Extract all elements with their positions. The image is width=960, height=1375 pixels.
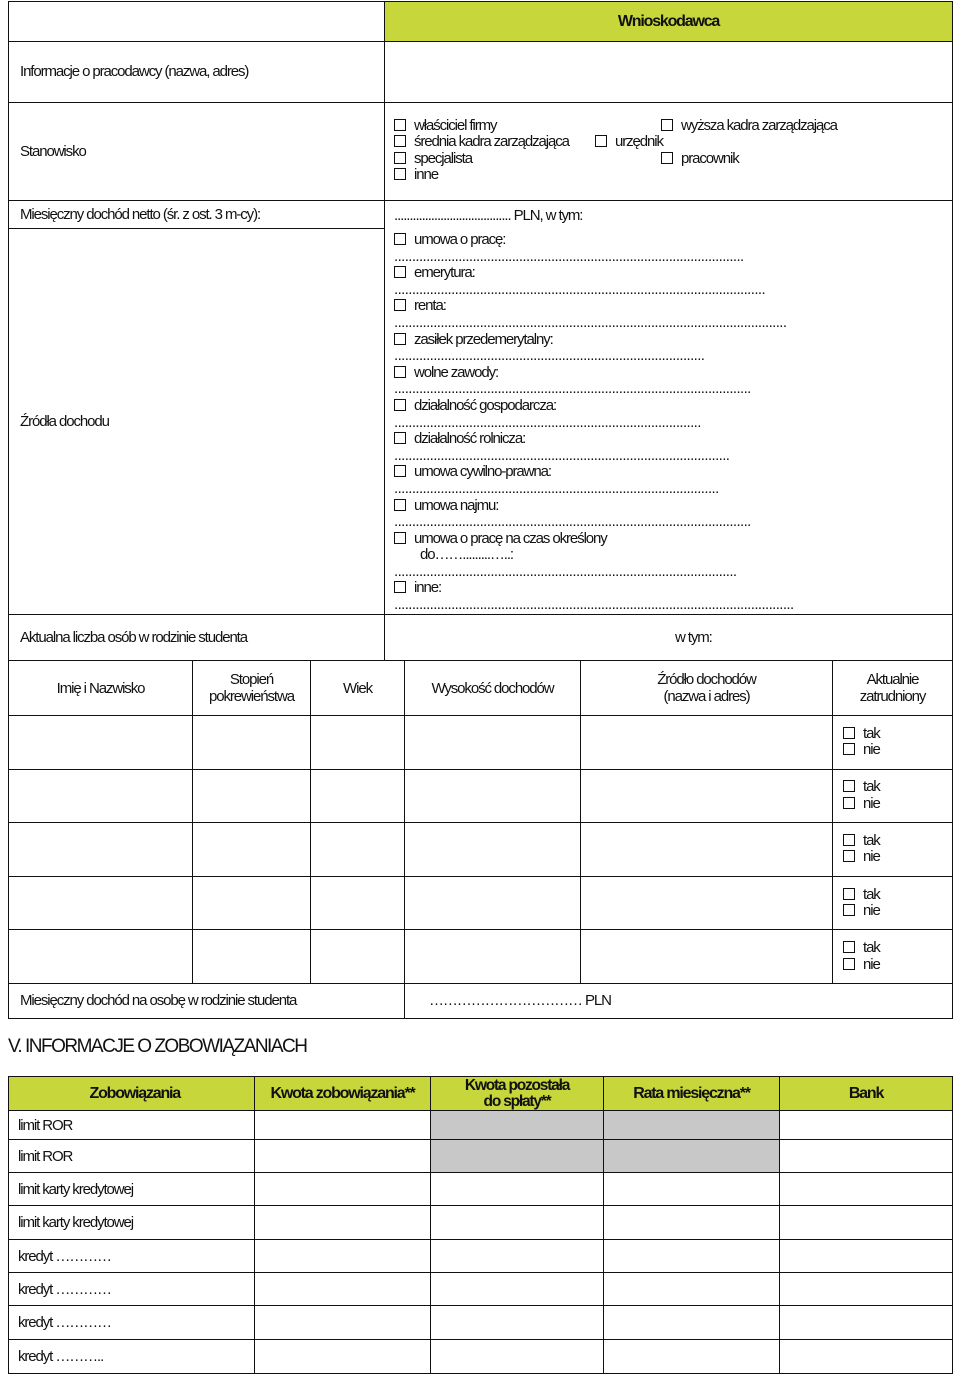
checkbox-square[interactable] bbox=[394, 266, 406, 278]
checkbox-square[interactable] bbox=[843, 727, 855, 739]
amount-field[interactable] bbox=[255, 1140, 431, 1173]
employed-no[interactable] bbox=[843, 796, 952, 813]
employed-no[interactable] bbox=[843, 742, 952, 759]
employed-cell bbox=[833, 823, 953, 877]
employed-no-label: nie bbox=[863, 955, 880, 973]
option-label: specjalista bbox=[414, 149, 472, 167]
installment-field[interactable] bbox=[604, 1340, 780, 1374]
checkbox-owner[interactable] bbox=[394, 118, 569, 135]
checkbox-square[interactable] bbox=[394, 119, 406, 131]
option-label: wyższa kadra zarządzająca bbox=[681, 116, 837, 134]
employed-cell bbox=[833, 930, 953, 984]
income-source-dots[interactable]: .................................................................................................... bbox=[394, 514, 751, 531]
income-source-item[interactable] bbox=[394, 265, 952, 282]
amount-field[interactable] bbox=[255, 1306, 431, 1340]
income-source-item[interactable] bbox=[394, 498, 952, 515]
checkbox-square[interactable] bbox=[843, 780, 855, 792]
remaining-field[interactable] bbox=[431, 1173, 604, 1206]
employed-yes[interactable] bbox=[843, 726, 952, 743]
income-source-label: umowa o pracę na czas określony bbox=[414, 529, 607, 547]
income-field[interactable] bbox=[405, 769, 581, 823]
age-field[interactable] bbox=[311, 769, 405, 823]
header-relation-label2: pokrewieństwa bbox=[209, 688, 294, 705]
applicant-table bbox=[8, 1, 953, 661]
checkbox-square[interactable] bbox=[661, 119, 673, 131]
header-installment bbox=[604, 1077, 780, 1111]
header-age bbox=[311, 661, 405, 716]
income-field[interactable] bbox=[405, 876, 581, 930]
per-person-label-cell bbox=[9, 983, 405, 1018]
obligation-row bbox=[9, 1340, 953, 1374]
obligation-row bbox=[9, 1140, 953, 1173]
employed-no[interactable] bbox=[843, 849, 952, 866]
obligation-type: kredyt ………… bbox=[9, 1306, 255, 1340]
bank-field[interactable] bbox=[780, 1206, 953, 1240]
obligation-type: limit karty kredytowej bbox=[9, 1173, 255, 1206]
employed-yes-label: tak bbox=[863, 831, 880, 849]
checkbox-worker[interactable] bbox=[661, 151, 837, 168]
name-field[interactable] bbox=[9, 823, 193, 877]
amount-field[interactable] bbox=[255, 1273, 431, 1306]
family-row bbox=[9, 823, 953, 877]
checkbox-square[interactable] bbox=[394, 168, 406, 180]
family-count-label: Aktualna liczba osób w rodzinie studenta bbox=[20, 628, 247, 646]
income-source-dots[interactable]: ........................................................................................................ bbox=[394, 281, 766, 298]
family-count-label-cell bbox=[9, 615, 385, 661]
family-count-sub-label: w tym: bbox=[675, 628, 712, 646]
relation-field[interactable] bbox=[193, 716, 311, 770]
employed-cell bbox=[833, 769, 953, 823]
family-table bbox=[8, 660, 953, 1019]
header-relation-label: Stopień bbox=[229, 671, 274, 688]
bank-field[interactable] bbox=[780, 1140, 953, 1173]
family-row bbox=[9, 930, 953, 984]
relation-field[interactable] bbox=[193, 930, 311, 984]
option-label: inne bbox=[414, 166, 438, 183]
income-source-dots[interactable]: ................................................................................................ bbox=[394, 563, 737, 580]
sources-label-cell bbox=[9, 229, 385, 615]
header-type-label: Zobowiązania bbox=[89, 1084, 180, 1102]
income-source-label: emerytura: bbox=[414, 264, 475, 282]
header-type bbox=[9, 1077, 255, 1111]
checkbox-square[interactable] bbox=[843, 743, 855, 755]
header-bank bbox=[780, 1077, 953, 1111]
income-source-dots[interactable]: ........................................................................................... bbox=[394, 480, 719, 497]
header-remaining-label2: do spłaty** bbox=[483, 1092, 551, 1110]
employed-no-label: nie bbox=[863, 848, 880, 866]
income-source-item[interactable] bbox=[394, 531, 952, 548]
income-source-dots[interactable]: ................................................................................................................ bbox=[394, 597, 794, 614]
employed-yes[interactable] bbox=[843, 779, 952, 796]
remaining-field[interactable] bbox=[431, 1206, 604, 1240]
checkbox-square[interactable] bbox=[394, 333, 406, 345]
checkbox-square[interactable] bbox=[595, 135, 607, 147]
income-field[interactable] bbox=[405, 823, 581, 877]
employed-no-label: nie bbox=[863, 902, 880, 920]
option-label: średnia kadra zarządzająca bbox=[414, 133, 569, 150]
employer-info-label-cell bbox=[9, 42, 385, 103]
family-count-field[interactable] bbox=[385, 615, 953, 661]
installment-field[interactable] bbox=[604, 1240, 780, 1273]
name-field[interactable] bbox=[9, 769, 193, 823]
employer-info-label: Informacje o pracodawcy (nazwa, adres) bbox=[20, 63, 249, 80]
income-source-item[interactable] bbox=[394, 365, 952, 382]
obligation-row bbox=[9, 1173, 953, 1206]
employed-yes-label: tak bbox=[863, 885, 880, 903]
header-employed-label2: zatrudniony bbox=[859, 688, 926, 705]
source-field[interactable] bbox=[581, 716, 833, 770]
header-income-label: Wysokość dochodów bbox=[431, 679, 554, 697]
installment-field[interactable] bbox=[604, 1306, 780, 1340]
employed-no-label: nie bbox=[863, 794, 880, 812]
header-name-label: Imię i Nazwisko bbox=[56, 679, 145, 697]
income-value[interactable]: ...................................... PLN, w tym: bbox=[394, 207, 583, 224]
checkbox-square[interactable] bbox=[394, 366, 406, 378]
income-source-label: działalność gospodarcza: bbox=[414, 396, 557, 414]
remaining-field[interactable] bbox=[431, 1306, 604, 1340]
installment-field[interactable] bbox=[604, 1111, 780, 1140]
employer-info-field[interactable] bbox=[385, 42, 953, 103]
checkbox-square[interactable] bbox=[843, 904, 855, 916]
employed-no[interactable] bbox=[843, 957, 952, 974]
header-remaining bbox=[431, 1077, 604, 1111]
employed-yes[interactable] bbox=[843, 940, 952, 957]
amount-field[interactable] bbox=[255, 1240, 431, 1273]
sources-label: Źródła dochodu bbox=[20, 412, 109, 430]
section-title: V. INFORMACJE O ZOBOWIĄZANIACH bbox=[8, 1036, 307, 1057]
amount-field[interactable] bbox=[255, 1111, 431, 1140]
employed-yes-label: tak bbox=[863, 778, 880, 796]
checkbox-square[interactable] bbox=[843, 941, 855, 953]
installment-field[interactable] bbox=[604, 1173, 780, 1206]
header-source bbox=[581, 661, 833, 716]
employed-yes[interactable] bbox=[843, 833, 952, 850]
remaining-field[interactable] bbox=[431, 1111, 604, 1140]
source-field[interactable] bbox=[581, 930, 833, 984]
position-options bbox=[385, 103, 953, 201]
income-source-dots[interactable]: ....................................................................................... bbox=[394, 348, 705, 365]
checkbox-square[interactable] bbox=[843, 888, 855, 900]
header-amount bbox=[255, 1077, 431, 1111]
checkbox-square[interactable] bbox=[394, 432, 406, 444]
family-row bbox=[9, 716, 953, 770]
employed-yes[interactable] bbox=[843, 887, 952, 904]
name-field[interactable] bbox=[9, 716, 193, 770]
obligation-type: limit ROR bbox=[9, 1140, 255, 1173]
bank-field[interactable] bbox=[780, 1111, 953, 1140]
checkbox-square[interactable] bbox=[394, 399, 406, 411]
header-relation bbox=[193, 661, 311, 716]
amount-field[interactable] bbox=[255, 1206, 431, 1240]
obligation-type: kredyt ………… bbox=[9, 1273, 255, 1306]
income-label-cell bbox=[9, 201, 385, 229]
blank-corner bbox=[9, 2, 385, 42]
bank-field[interactable] bbox=[780, 1340, 953, 1374]
checkbox-square[interactable] bbox=[843, 834, 855, 846]
amount-field[interactable] bbox=[255, 1173, 431, 1206]
employed-cell bbox=[833, 716, 953, 770]
obligation-row bbox=[9, 1206, 953, 1240]
header-source-label: Źródło dochodów bbox=[657, 671, 756, 688]
income-source-dots[interactable]: .................................................................................................. bbox=[394, 248, 744, 265]
header-name bbox=[9, 661, 193, 716]
checkbox-square[interactable] bbox=[394, 233, 406, 245]
income-sources-cell bbox=[385, 201, 953, 615]
age-field[interactable] bbox=[311, 876, 405, 930]
income-source-item[interactable] bbox=[394, 431, 952, 448]
source-field[interactable] bbox=[581, 823, 833, 877]
checkbox-square[interactable] bbox=[661, 152, 673, 164]
checkbox-square[interactable] bbox=[394, 532, 406, 544]
name-field[interactable] bbox=[9, 876, 193, 930]
income-source-dots[interactable]: .............................................................................................. bbox=[394, 447, 730, 464]
checkbox-square[interactable] bbox=[394, 499, 406, 511]
checkbox-square[interactable] bbox=[394, 465, 406, 477]
income-source-label: działalność rolnicza: bbox=[414, 430, 526, 448]
income-sources-list bbox=[394, 232, 952, 614]
bank-field[interactable] bbox=[780, 1240, 953, 1273]
obligation-type: limit ROR bbox=[9, 1111, 255, 1140]
option-label: właściciel firmy bbox=[414, 116, 497, 134]
income-field[interactable] bbox=[405, 716, 581, 770]
amount-field[interactable] bbox=[255, 1340, 431, 1374]
obligation-type: kredyt ………… bbox=[9, 1240, 255, 1273]
obligation-type: kredyt ……….. bbox=[9, 1340, 255, 1374]
obligation-type: limit karty kredytowej bbox=[9, 1206, 255, 1240]
income-source-item[interactable] bbox=[394, 332, 952, 349]
obligation-row bbox=[9, 1240, 953, 1273]
income-source-item[interactable] bbox=[394, 580, 952, 597]
relation-field[interactable] bbox=[193, 769, 311, 823]
income-source-label: umowa cywilno-prawna: bbox=[414, 463, 551, 481]
income-source-item[interactable] bbox=[394, 232, 952, 249]
position-label: Stanowisko bbox=[20, 142, 86, 160]
obligation-row bbox=[9, 1111, 953, 1140]
income-source-label: renta: bbox=[414, 297, 446, 315]
family-row bbox=[9, 876, 953, 930]
per-person-field[interactable] bbox=[405, 983, 953, 1018]
obligation-row bbox=[9, 1273, 953, 1306]
relation-field[interactable] bbox=[193, 876, 311, 930]
checkbox-other[interactable] bbox=[394, 167, 569, 184]
header-remaining-label: Kwota pozostała bbox=[464, 1076, 570, 1094]
income-source-item[interactable] bbox=[394, 398, 952, 415]
header-employed-label: Aktualnie bbox=[866, 671, 919, 688]
per-person-value: …………………………… PLN bbox=[429, 991, 611, 1009]
option-label: urzędnik bbox=[615, 133, 663, 150]
position-label-cell bbox=[9, 103, 385, 201]
obligation-row bbox=[9, 1306, 953, 1340]
name-field[interactable] bbox=[9, 930, 193, 984]
age-field[interactable] bbox=[311, 823, 405, 877]
header-installment-label: Rata miesięczna** bbox=[633, 1084, 750, 1102]
remaining-field[interactable] bbox=[431, 1340, 604, 1374]
remaining-field[interactable] bbox=[431, 1140, 604, 1173]
checkbox-square[interactable] bbox=[843, 850, 855, 862]
header-employed bbox=[833, 661, 953, 716]
income-source-item[interactable] bbox=[394, 298, 952, 315]
checkbox-square[interactable] bbox=[394, 152, 406, 164]
header-income bbox=[405, 661, 581, 716]
checkbox-middle[interactable] bbox=[394, 134, 569, 151]
remaining-field[interactable] bbox=[431, 1240, 604, 1273]
employed-cell bbox=[833, 876, 953, 930]
bank-field[interactable] bbox=[780, 1306, 953, 1340]
installment-field[interactable] bbox=[604, 1273, 780, 1306]
income-source-label: wolne zawody: bbox=[414, 363, 499, 381]
checkbox-square[interactable] bbox=[843, 797, 855, 809]
income-source-label: umowa najmu: bbox=[414, 496, 499, 514]
relation-field[interactable] bbox=[193, 823, 311, 877]
checkbox-square[interactable] bbox=[394, 581, 406, 593]
income-source-dots[interactable]: .............................................................................................................. bbox=[394, 314, 787, 331]
obligations-table bbox=[8, 1076, 953, 1374]
checkbox-clerk[interactable] bbox=[595, 134, 663, 151]
applicant-header-label: Wnioskodawca bbox=[617, 12, 720, 30]
checkbox-square[interactable] bbox=[394, 299, 406, 311]
income-source-label: zasiłek przedemerytalny: bbox=[414, 330, 553, 348]
employed-yes-label: tak bbox=[863, 939, 880, 957]
income-source-dots[interactable]: .................................................................................................... bbox=[394, 381, 751, 398]
bank-field[interactable] bbox=[780, 1173, 953, 1206]
header-age-label: Wiek bbox=[343, 679, 372, 697]
checkbox-square[interactable] bbox=[394, 135, 406, 147]
header-amount-label: Kwota zobowiązania** bbox=[270, 1084, 415, 1102]
source-field[interactable] bbox=[581, 876, 833, 930]
remaining-field[interactable] bbox=[431, 1273, 604, 1306]
income-source-label: inne: bbox=[414, 579, 442, 597]
checkbox-specialist[interactable] bbox=[394, 151, 569, 168]
bank-field[interactable] bbox=[780, 1273, 953, 1306]
income-source-item[interactable] bbox=[394, 464, 952, 481]
income-source-label-continued: do…….........…..: bbox=[420, 546, 513, 564]
applicant-header bbox=[385, 2, 953, 42]
installment-field[interactable] bbox=[604, 1140, 780, 1173]
header-bank-label: Bank bbox=[848, 1084, 884, 1102]
option-label: pracownik bbox=[681, 149, 739, 167]
employed-no[interactable] bbox=[843, 903, 952, 920]
employed-no-label: nie bbox=[863, 741, 880, 759]
income-label: Miesięczny dochód netto (śr. z ost. 3 m-cy): bbox=[20, 205, 261, 223]
income-source-dots[interactable]: ...................................................................................... bbox=[394, 414, 701, 431]
source-field[interactable] bbox=[581, 769, 833, 823]
age-field[interactable] bbox=[311, 930, 405, 984]
checkbox-senior[interactable] bbox=[661, 118, 837, 135]
income-field[interactable] bbox=[405, 930, 581, 984]
installment-field[interactable] bbox=[604, 1206, 780, 1240]
checkbox-square[interactable] bbox=[843, 958, 855, 970]
family-row bbox=[9, 769, 953, 823]
per-person-label: Miesięczny dochód na osobę w rodzinie studenta bbox=[20, 991, 297, 1009]
employed-yes-label: tak bbox=[863, 724, 880, 742]
age-field[interactable] bbox=[311, 716, 405, 770]
header-source-label2: (nazwa i adres) bbox=[663, 688, 750, 705]
income-source-label: umowa o pracę: bbox=[414, 231, 506, 248]
